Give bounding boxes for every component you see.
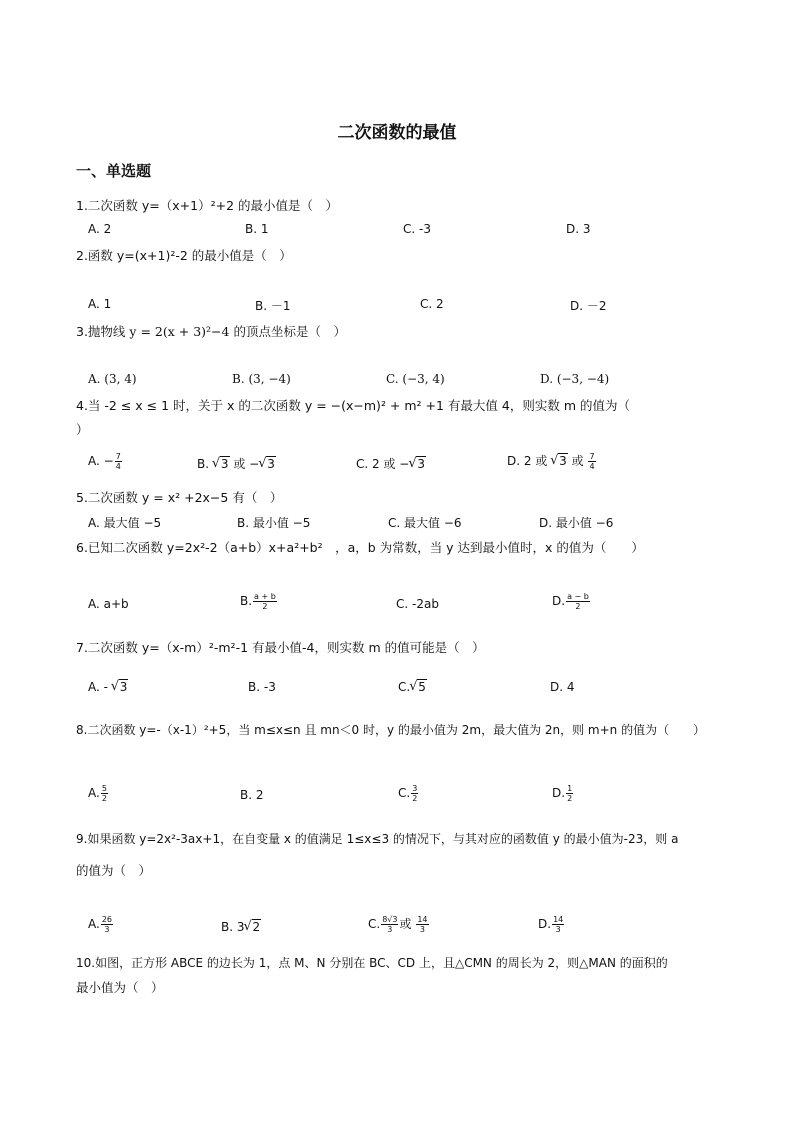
question-6-option-c: C. -2ab <box>396 597 439 611</box>
question-6-stem: 6.已知二次函数 y=2x²-2（a+b）x+a²+b² ，a，b 为常数，当 y 达到最小值时，x 的值为（ ） <box>76 540 644 555</box>
question-2-option-d: D. －2 <box>570 299 607 313</box>
question-8-option-a: A. $\frac{5}{2}$ <box>88 784 107 803</box>
question-2-stem: 2.函数 y=(x+1)²-2 的最小值是（ ） <box>76 248 292 263</box>
question-6-option-a: A. a+b <box>88 597 129 611</box>
question-4-option-d: D. 2 或 √ 3 或 $\frac{7}{4}$ <box>507 452 597 471</box>
question-3-option-b: B. (3, −4) <box>232 372 291 386</box>
question-4-option-c: C. 2 或 −√ 3 <box>356 455 426 472</box>
question-6-option-b: B. $\frac{a + b}{2}$ <box>240 592 276 611</box>
section-heading: 一、单选题 <box>76 162 152 180</box>
question-7-option-a: A. - √ 3 <box>88 680 128 694</box>
question-7-option-d: D. 4 <box>550 680 575 694</box>
question-9-option-b: B. 3√ 2 <box>221 920 261 934</box>
question-3-stem: 3.抛物线 y = 2(x + 3)²−4 的顶点坐标是（ ） <box>76 324 346 339</box>
question-1-option-a: A. 2 <box>88 222 112 236</box>
question-8-option-d: D. $\frac{1}{2}$ <box>552 784 573 803</box>
question-9-stem-line2: 的值为（ ） <box>76 863 152 878</box>
question-4-option-b: B. √ 3 或 −√ 3 <box>197 455 276 472</box>
question-8-option-b: B. 2 <box>240 788 264 802</box>
question-3-option-a: A. (3, 4) <box>88 372 137 386</box>
question-8-stem: 8.二次函数 y=-（x-1）²+5，当 m≤x≤n 且 mn＜0 时，y 的最小值为 2m，最大值为 2n，则 m+n 的值为（ ） <box>76 723 706 737</box>
question-4-stem-line1: 4.当 -2 ≤ x ≤ 1 时，关于 x 的二次函数 y = −(x−m)² + m² +1 有最大值 4，则实数 m 的值为（ <box>76 398 630 413</box>
question-4-stem-line2: ） <box>76 422 89 437</box>
question-5-option-c: C. 最大值 −6 <box>388 516 462 530</box>
question-2-option-b: B. －1 <box>255 299 291 313</box>
question-5-option-b: B. 最小值 −5 <box>237 516 311 530</box>
question-4-option-a: A. − $\frac{7}{4}$ <box>88 452 121 471</box>
question-1-option-d: D. 3 <box>566 222 591 236</box>
question-10-stem-line2: 最小值为（ ） <box>76 980 164 995</box>
question-9-option-c: C. $\frac{8√3}{3}$ 或 $\frac{14}{3}$ <box>368 915 428 934</box>
page-title: 二次函数的最值 <box>337 123 457 143</box>
question-2-option-a: A. 1 <box>88 297 112 311</box>
question-1-option-c: C. -3 <box>403 222 431 236</box>
question-5-stem: 5.二次函数 y = x² +2x−5 有（ ） <box>76 490 283 505</box>
question-7-option-b: B. -3 <box>248 680 276 694</box>
question-10-stem-line1: 10.如图，正方形 ABCE 的边长为 1，点 M、N 分别在 BC、CD 上，且△CMN 的周长为 2，则△MAN 的面积的 <box>76 956 668 970</box>
question-3-option-c: C. (−3, 4) <box>386 372 445 386</box>
question-9-option-a: A. $\frac{26}{3}$ <box>88 915 112 934</box>
question-1-stem: 1.二次函数 y=（x+1）²+2 的最小值是（ ） <box>76 198 339 213</box>
question-1-option-b: B. 1 <box>245 222 269 236</box>
question-8-option-c: C. $\frac{3}{2}$ <box>398 784 418 803</box>
question-2-option-c: C. 2 <box>420 297 444 311</box>
question-9-option-d: D. $\frac{14}{3}$ <box>538 915 564 934</box>
question-7-stem: 7.二次函数 y=（x-m）²-m²-1 有最小值-4，则实数 m 的值可能是（ ） <box>76 640 485 655</box>
question-9-stem-line1: 9.如果函数 y=2x²-3ax+1，在自变量 x 的值满足 1≤x≤3 的情况下，与其对应的函数值 y 的最小值为-23，则 a <box>76 832 679 846</box>
question-7-option-c: C.√ 5 <box>398 680 427 694</box>
question-6-option-d: D. $\frac{a - b}{2}$ <box>552 592 589 611</box>
question-5-option-d: D. 最小值 −6 <box>539 516 614 530</box>
question-3-option-d: D. (−3, −4) <box>540 372 610 386</box>
question-5-option-a: A. 最大值 −5 <box>88 516 162 530</box>
